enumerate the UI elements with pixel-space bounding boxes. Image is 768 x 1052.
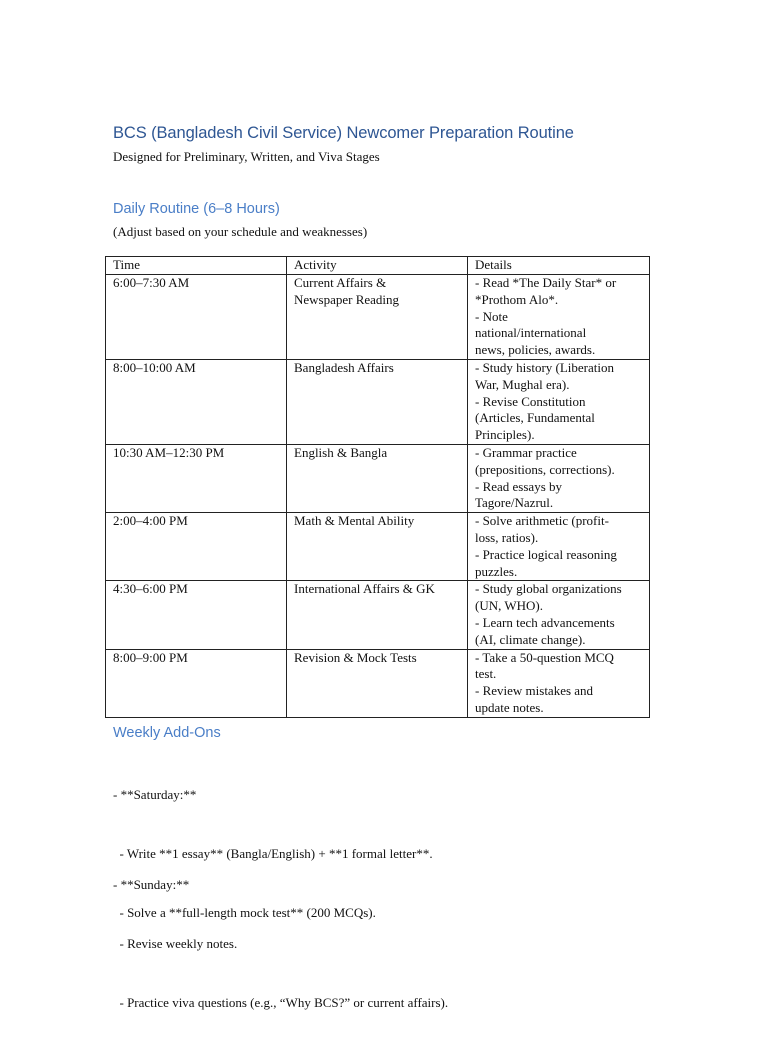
table-row xyxy=(106,513,650,581)
details-line: War, Mughal era). xyxy=(475,376,570,392)
activity-line: Current Affairs & xyxy=(294,275,387,290)
activity-line: Revision & Mock Tests xyxy=(294,649,417,665)
weekly-addons-heading: Weekly Add-Ons xyxy=(113,725,221,741)
activity-cell xyxy=(287,444,468,512)
details-cell xyxy=(468,444,650,512)
daily-routine-note: (Adjust based on your schedule and weaknesses) xyxy=(113,224,368,239)
details-line: - Revise Constitution xyxy=(475,393,586,409)
activity-line: Math & Mental Ability xyxy=(294,513,415,529)
activity-cell xyxy=(287,513,468,581)
details-line: - Take a 50-question MCQ xyxy=(475,649,614,665)
document-title: BCS (Bangladesh Civil Service) Newcomer Preparation Routine xyxy=(113,124,574,142)
details-line: national/international xyxy=(475,325,587,341)
activity-line: International Affairs & GK xyxy=(294,581,435,597)
time-cell: 10:30 AM–12:30 PM xyxy=(106,444,287,512)
details-line: update notes. xyxy=(475,699,544,715)
activity-line: Newspaper Reading xyxy=(294,291,400,307)
time-cell: 2:00–4:00 PM xyxy=(106,513,287,581)
details-cell xyxy=(468,649,650,717)
details-line: - Review mistakes and xyxy=(475,683,594,699)
column-header-details: Details xyxy=(468,257,650,275)
details-line: (Articles, Fundamental xyxy=(475,410,595,426)
details-line: (prepositions, corrections). xyxy=(475,461,615,477)
time-cell: 8:00–10:00 AM xyxy=(106,359,287,444)
list-item: - Practice viva questions (e.g., “Why BCS?” or current affairs). xyxy=(113,994,449,1010)
activity-line: English & Bangla xyxy=(294,444,388,460)
sunday-list xyxy=(113,836,448,1052)
details-line: *Prothom Alo*. xyxy=(475,291,559,307)
details-line: - Study global organizations xyxy=(475,581,622,597)
activity-line: Bangladesh Affairs xyxy=(294,359,394,375)
details-cell xyxy=(468,513,650,581)
table-header-row xyxy=(106,257,650,275)
details-line: Principles). xyxy=(475,427,535,443)
details-cell xyxy=(468,581,650,649)
table-body xyxy=(106,275,650,718)
details-line: - Grammar practice xyxy=(475,444,577,460)
details-cell xyxy=(468,275,650,360)
saturday-label: - **Saturday:** xyxy=(113,787,197,803)
details-line: news, policies, awards. xyxy=(475,342,596,358)
details-line: Tagore/Nazrul. xyxy=(475,495,554,511)
details-line: (UN, WHO). xyxy=(475,598,543,614)
details-line: loss, ratios). xyxy=(475,529,539,545)
column-header-time: Time xyxy=(106,257,287,275)
details-line: test. xyxy=(475,666,497,682)
activity-cell xyxy=(287,359,468,444)
table-row xyxy=(106,359,650,444)
list-item: - Revise weekly notes. xyxy=(113,935,238,951)
table-row xyxy=(106,444,650,512)
column-header-activity: Activity xyxy=(287,257,468,275)
details-line: - Practice logical reasoning xyxy=(475,546,617,562)
details-line: - Solve arithmetic (profit- xyxy=(475,513,609,529)
details-line: puzzles. xyxy=(475,563,518,579)
details-line: - Read essays by xyxy=(475,478,563,494)
table-row xyxy=(106,275,650,360)
details-line: - Study history (Liberation xyxy=(475,359,615,375)
table-row xyxy=(106,649,650,717)
list-item: - Write **1 essay** (Bangla/English) + **1 formal letter**. xyxy=(113,845,433,861)
sunday-label: - **Sunday:** xyxy=(113,877,190,893)
activity-cell xyxy=(287,275,468,360)
daily-routine-heading: Daily Routine (6–8 Hours) xyxy=(113,201,280,217)
details-line: - Note xyxy=(475,308,508,324)
table-row xyxy=(106,581,650,649)
details-line: - Read *The Daily Star* or xyxy=(475,275,617,290)
daily-routine-table xyxy=(105,256,650,718)
activity-cell xyxy=(287,649,468,717)
details-line: - Learn tech advancements xyxy=(475,614,615,630)
time-cell: 4:30–6:00 PM xyxy=(106,581,287,649)
document-subtitle: Designed for Preliminary, Written, and Viva Stages xyxy=(113,149,380,164)
activity-cell xyxy=(287,581,468,649)
details-cell xyxy=(468,359,650,444)
time-cell: 6:00–7:30 AM xyxy=(106,275,287,360)
list-item: - Solve a **full-length mock test** (200 MCQs). xyxy=(113,904,376,920)
details-line: (AI, climate change). xyxy=(475,631,586,647)
time-cell: 8:00–9:00 PM xyxy=(106,649,287,717)
